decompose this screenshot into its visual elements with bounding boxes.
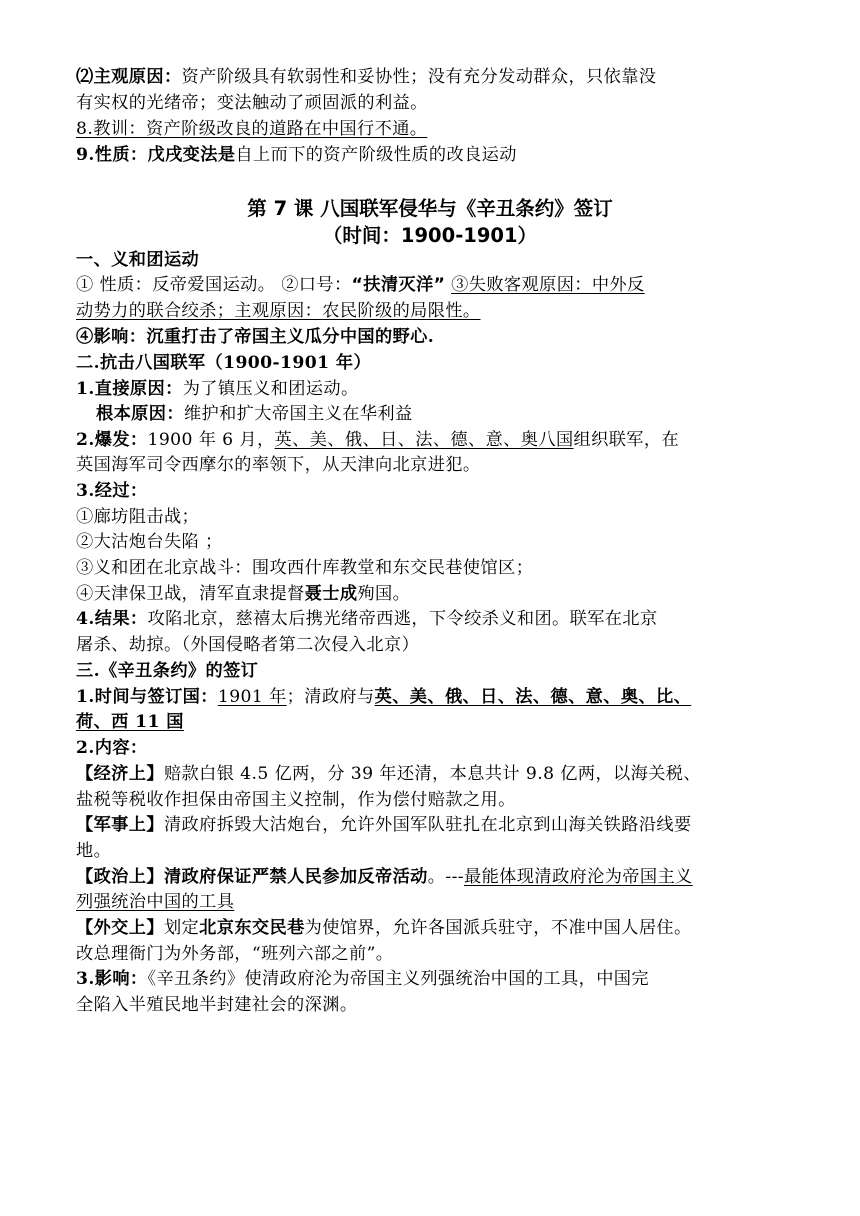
econ-line-2: 盐税等税收作担保由帝国主义控制，作为偿付赔款之用。 [76,790,516,810]
eleven-nations-2: 荷、西 11 国 [76,712,184,732]
pol-text: 清政府保证严禁人民参加反帝活动 [163,867,428,887]
lesson-subtitle: （时间：1900-1901） [322,224,538,247]
direct-cause-label: 1.直接原因： [76,379,183,399]
boxer-line-1 [76,273,645,297]
process-item-2: ②大沽炮台失陷 ； [76,532,223,552]
outbreak-line-2: 英国海军司令西摩尔的率领下，从天津向北京进犯。 [76,455,481,475]
boxer-line-2: 动势力的联合绞杀；主观原因：农民阶级的局限性。 [76,301,481,321]
subjective-cause-line-2: 有实权的光绪帝；变法触动了顽固派的利益。 [76,93,428,113]
pol-line: 【政治上】清政府保证严禁人民参加反帝活动。---最能体现清政府沦为帝国主义 [76,867,693,887]
root-cause-text: 维护和扩大帝国主义在华利益 [183,404,413,424]
eleven-nations: 英、美、俄、日、法、德、意、奥、比、 [374,687,692,707]
dongjiaominxiang: 北京东交民巷 [199,918,305,938]
boxer-failure: ③失败客观原因：中外反 [451,275,645,295]
impact-label: 3.影响： [76,969,148,989]
pol-note: 最能体现清政府沦为帝国主义 [464,867,693,887]
mil-line: 【军事上】清政府拆毁大沽炮台，允许外国军队驻扎在北京到山海关铁路沿线要 [76,815,692,835]
boxer-impact: ④影响：沉重打击了帝国主义瓜分中国的野心. [76,327,435,347]
section-1-heading: 一、义和团运动 [76,250,200,270]
lesson-title: 第 7 课 八国联军侵华与《辛丑条约》签订 [247,197,613,220]
dip-label: 【外交上】 [76,918,164,938]
subjective-cause-label: ⑵主观原因： [76,67,182,87]
root-cause-line [96,402,413,426]
dip-line-2: 改总理衙门为外务部，“班列六部之前”。 [76,944,394,964]
time-label: 1.时间与签订国： [76,687,218,707]
impact-line-2: 全陷入半殖民地半封建社会的深渊。 [76,995,358,1015]
nature-label: 9.性质：戊戌变法是 [76,145,236,165]
mil-line-2: 地。 [76,841,112,861]
direct-cause-text: 为了镇压义和团运动。 [182,379,359,399]
result-line: 4.结果：攻陷北京，慈禧太后携光绪帝西逃，下令绞杀义和团。联军在北京 [76,609,658,629]
process-item-4: ④天津保卫战，清军直隶提督聂士成殉国。 [76,584,411,604]
outbreak-label: 2.爆发： [76,430,148,450]
subjective-cause-line [76,65,656,89]
process-label: 3.经过： [76,481,148,501]
process-item-3: ③义和团在北京战斗：围攻西什库教堂和东交民巷使馆区； [76,558,534,578]
outbreak-line: 2.爆发：1900 年 6 月，英、美、俄、日、法、德、意、奥八国组织联军，在 [76,430,680,450]
result-line-2: 屠杀、劫掠。（外国侵略者第二次侵入北京） [76,635,420,655]
mil-label: 【军事上】 [76,815,164,835]
nature-text: 自上而下的资产阶级性质的改良运动 [235,145,517,165]
root-cause-label: 根本原因： [96,404,184,424]
boxer-nature: ① 性质：反帝爱国运动。 ②口号： [76,275,352,295]
econ-line: 【经济上】赔款白银 4.5 亿两，分 39 年还清，本息共计 9.8 亿两，以海关税、 [76,764,701,784]
impact-line: 3.影响：《辛丑条约》使清政府沦为帝国主义列强统治中国的工具，中国完 [76,969,649,989]
eight-nations: 英、美、俄、日、法、德、意、奥八国 [274,430,574,450]
direct-cause-line [76,377,359,401]
nature-line [76,143,517,167]
result-label: 4.结果： [76,609,148,629]
subjective-cause-text: 资产阶级具有软弱性和妥协性；没有充分发动群众，只依靠没 [181,67,657,87]
econ-label: 【经济上】 [76,764,164,784]
boxer-slogan: “扶清灭洋” [351,275,446,295]
section-3-heading: 三.《辛丑条约》的签订 [76,661,259,681]
pol-note-2: 列强统治中国的工具 [76,892,235,912]
process-item-1: ①廊坊阻击战； [76,507,200,527]
dip-line: 【外交上】划定北京东交民巷为使馆界，允许各国派兵驻守，不准中国人居住。 [76,918,692,938]
treaty-year: 1901 年 [217,687,287,707]
section-2-heading: 二.抗击八国联军（1900-1901 年） [76,353,372,373]
pol-label: 【政治上】 [76,867,164,887]
content-label: 2.内容： [76,738,148,758]
time-line: 1.时间与签订国：1901 年；清政府与英、美、俄、日、法、德、意、奥、比、 [76,687,692,707]
nie-shicheng: 聂士成 [304,584,358,604]
lesson-line: 8.教训：资产阶级改良的道路在中国行不通。 [76,119,428,139]
